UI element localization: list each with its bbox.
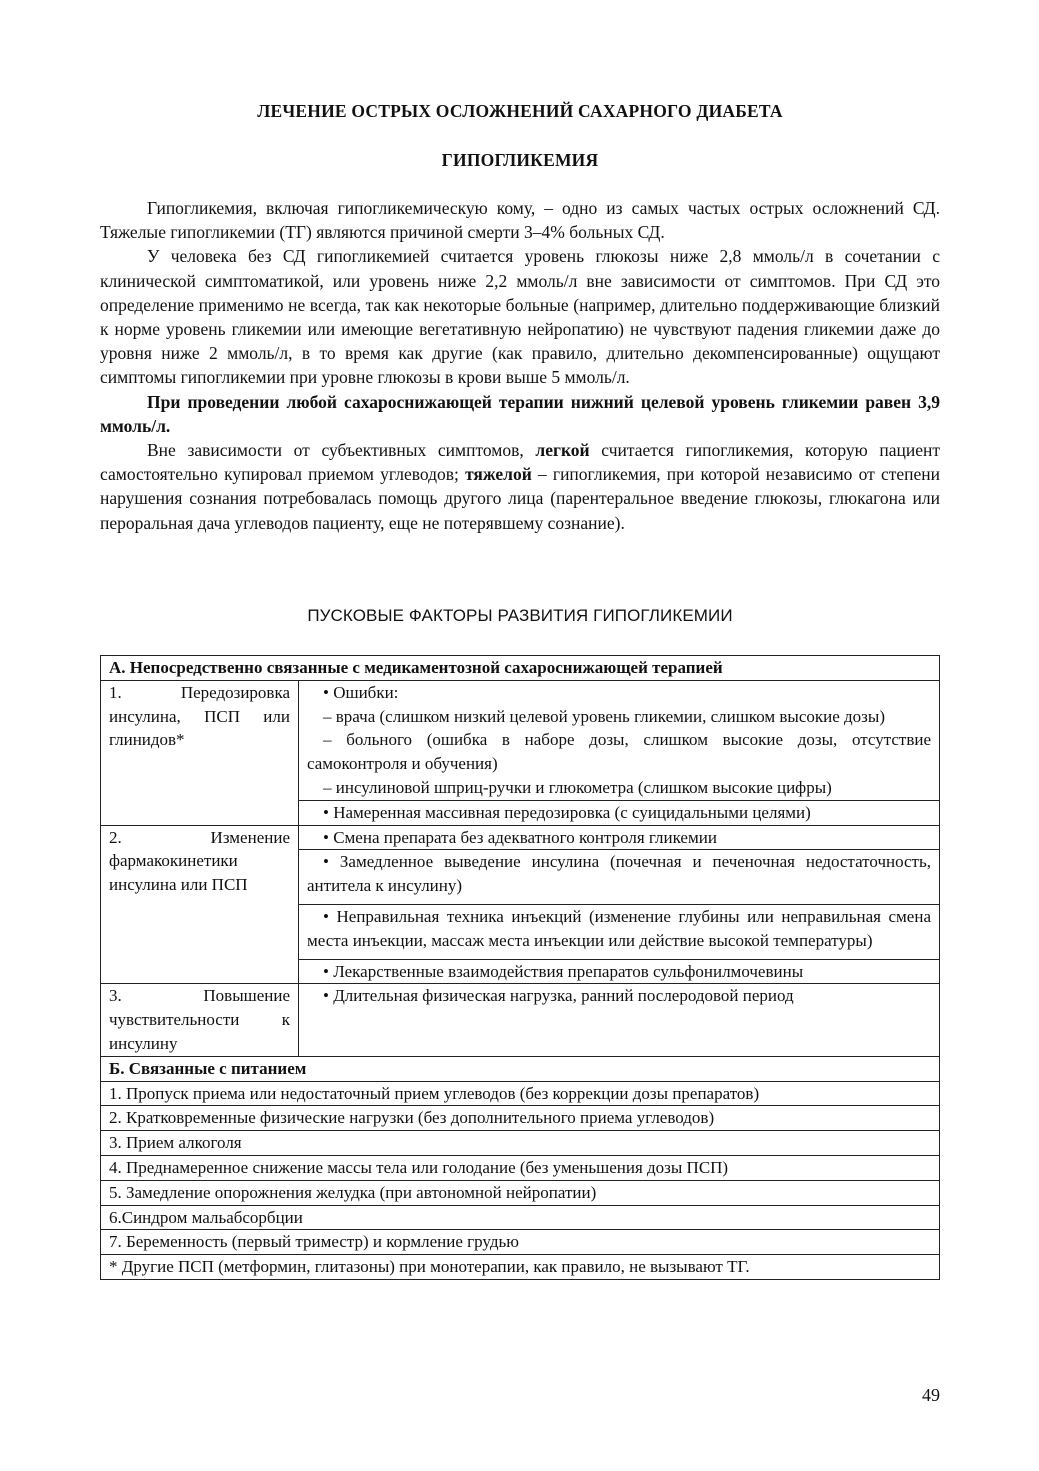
table-row — [101, 1230, 940, 1255]
target-level-statement: При проведении любой сахароснижающей терапии нижний целевой уровень гликемии равен 3,9 ммоль/л. — [100, 391, 940, 436]
table-section-b — [101, 1056, 940, 1081]
intentional-overdose-item: • Намеренная массивная передозировка (с суицидальными целями) — [323, 802, 811, 822]
paragraph-2: У человека без СД гипогликемией считается уровень глюкозы ниже 2,8 ммоль/л в сочетании с клинической симптоматикой, или уровень ниже 2,2 ммоль/л вне зависимости от симптомов. При СД это определение применимо не всегда, так как некоторые больные (например, длительно поддерживающие близкий к норме уровень гликемии или имеющие вегетативную нейропатию) не чувствуют падения гликемии даже до уровня ниже 2 ммоль/л, в то время как другие (как правило, длительно декомпенсированные) ощущают симптомы гипогликемии при уровне глюкозы в крови выше 5 ммоль/л. — [100, 246, 940, 388]
table-row — [101, 1180, 940, 1205]
table-row — [101, 1081, 940, 1106]
row-label-sensitivity: 3. Повышение чувствительности к инсулину — [101, 984, 299, 1056]
p4-part-c: считается гипогликемия, которую пациент самостоятельно купировал приемом углеводов; — [100, 440, 940, 485]
device-error-item: – инсулиновой шприц-ручки и глюкометра (слишком высокие цифры) — [323, 777, 832, 797]
slow-excretion-item: • Замедленное выведение инсулина (почечная и печеночная недостаточность, антитела к инсулину) — [307, 852, 931, 896]
term-severe: тяжелой — [465, 464, 532, 485]
sensitivity-cell — [299, 984, 940, 1056]
table-row — [101, 1155, 940, 1180]
table-row — [101, 680, 940, 800]
body-text — [100, 196, 940, 535]
nutrition-row-1: 1. Пропуск приема или недостаточный прием углеводов (без коррекции дозы препаратов) — [101, 1081, 940, 1106]
table-title: ПУСКОВЫЕ ФАКТОРЫ РАЗВИТИЯ ГИПОГЛИКЕМИИ — [307, 606, 733, 625]
injection-technique-cell — [299, 904, 940, 959]
table-footnote: * Другие ПСП (метформин, глитазоны) при монотерапии, как правило, не вызывают ТГ. — [101, 1255, 940, 1280]
drug-interaction-item: • Лекарственные взаимодействия препаратов сульфонилмочевины — [323, 961, 804, 981]
nutrition-row-7: 7. Беременность (первый триместр) и кормление грудью — [101, 1230, 940, 1255]
table-row — [101, 825, 940, 850]
nutrition-row-4: 4. Преднамеренное снижение массы тела или голодание (без уменьшения дозы ПСП) — [101, 1155, 940, 1180]
paragraph-1: Гипогликемия, включая гипогликемическую кому, – одно из самых частых острых осложнений СД. Тяжелые гипогликемии (ТГ) являются причиной смерти 3–4% больных СД. — [100, 198, 940, 243]
row-label-pharmacokinetics: 2. Изменение фармакокинетики инсулина или ПСП — [101, 825, 299, 984]
nutrition-row-3: 3. Прием алкоголя — [101, 1131, 940, 1156]
injection-technique-item: • Неправильная техника инъекций (изменение глубины или неправильная смена места инъекции, массаж места инъекции или действие высокой температуры) — [307, 906, 931, 950]
chapter-heading: ЛЕЧЕНИЕ ОСТРЫХ ОСЛОЖНЕНИЙ САХАРНОГО ДИАБЕТА — [257, 101, 783, 121]
nutrition-row-6: 6.Синдром мальабсорбции — [101, 1205, 940, 1230]
paragraph-4 — [100, 438, 940, 535]
trigger-factors-table — [100, 655, 940, 1280]
table-section-a — [101, 656, 940, 681]
row-label-overdose: 1. Передозировка инсулина, ПСП или глинидов* — [101, 680, 299, 825]
p4-part-a: Вне зависимости от субъективных симптомов, — [147, 440, 536, 461]
table-row — [101, 1131, 940, 1156]
nutrition-row-2: 2. Кратковременные физические нагрузки (без дополнительного приема углеводов) — [101, 1106, 940, 1131]
drug-change-cell — [299, 825, 940, 850]
paragraph-3 — [100, 390, 940, 438]
term-mild: легкой — [535, 440, 590, 461]
overdose-errors-cell — [299, 680, 940, 800]
patient-error-item: – больного (ошибка в наборе дозы, слишком высокие дозы, отсутствие самоконтроля и обучения) — [307, 730, 931, 774]
errors-item: • Ошибки: — [323, 682, 399, 702]
drug-interaction-cell — [299, 959, 940, 984]
p4-part-e: – гипогликемия, при которой независимо от степени нарушения сознания потребовалась помощь другого лица (парентеральное введение глюкозы, глюкагона или пероральная дача углеводов пациенту, еще не потерявшему сознание). — [100, 464, 940, 533]
table-row — [101, 1106, 940, 1131]
table-footnote-row — [101, 1255, 940, 1280]
page-number: 49 — [922, 1385, 940, 1405]
table-row — [101, 984, 940, 1056]
section-a-heading: А. Непосредственно связанные с медикаментозной сахароснижающей терапией — [101, 656, 940, 681]
intentional-overdose-cell — [299, 800, 940, 825]
doctor-error-item: – врача (слишком низкий целевой уровень гликемии, слишком высокие дозы) — [323, 706, 885, 726]
nutrition-row-5: 5. Замедление опорожнения желудка (при автономной нейропатии) — [101, 1180, 940, 1205]
section-title: ГИПОГЛИКЕМИЯ — [441, 150, 599, 170]
table-row — [101, 1205, 940, 1230]
section-b-heading: Б. Связанные с питанием — [101, 1056, 940, 1081]
drug-change-item: • Смена препарата без адекватного контроля гликемии — [323, 827, 717, 847]
sensitivity-item: • Длительная физическая нагрузка, ранний послеродовой период — [323, 986, 794, 1006]
slow-excretion-cell — [299, 850, 940, 905]
